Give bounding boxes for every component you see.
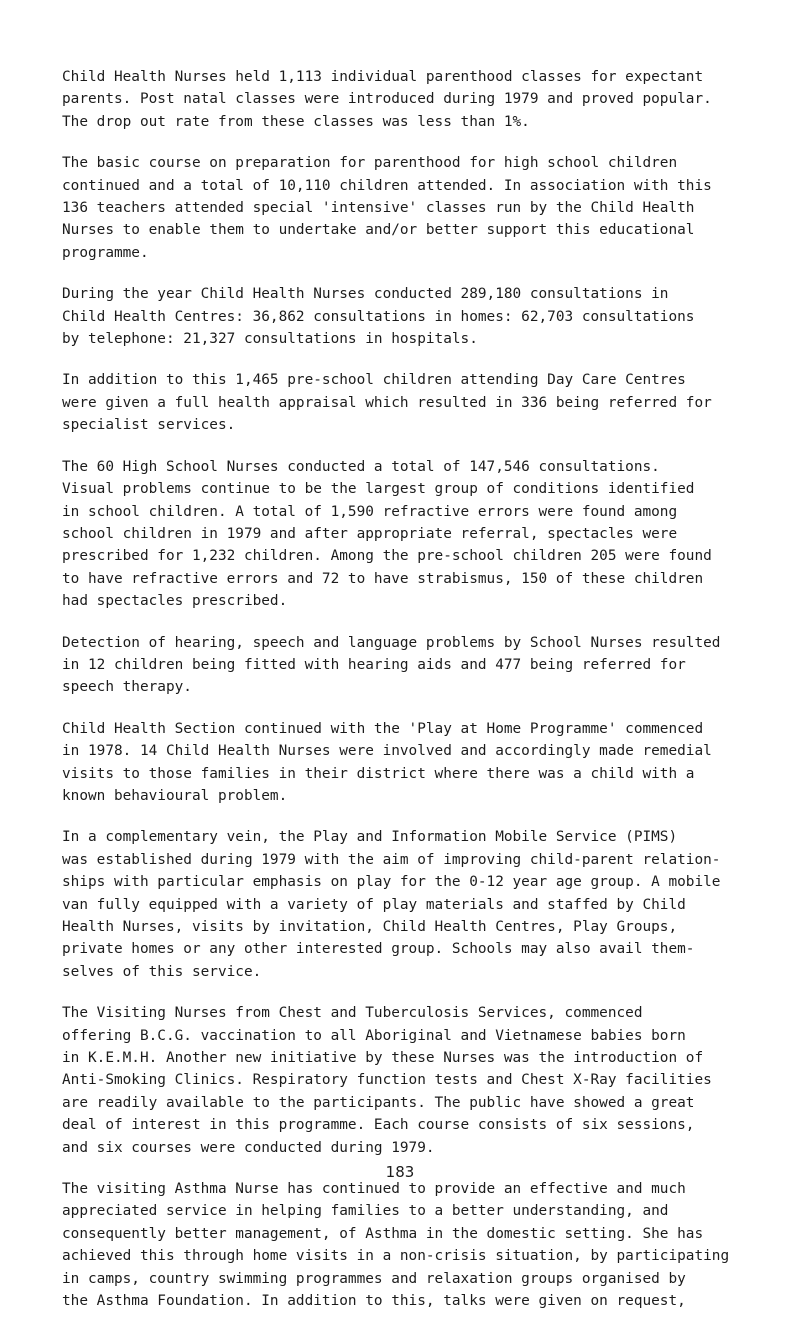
paragraph-high-school-nurses: The 60 High School Nurses conducted a total of 147,546 consultations. Visual problems continue to be the largest group of conditions identified in school children. A total of 1,590 refractive errors were found among school children in 1979 and after appropriate referral, spectacles were prescribed for 1,232 children. Among the pre-school children 205 were found to have refractive errors and 72 to have strabismus, 150 of these children had spectacles prescribed. bbox=[62, 458, 712, 610]
paragraph-hearing-speech: Detection of hearing, speech and language problems by School Nurses resulted in 12 children being fitted with hearing aids and 477 being referred for speech therapy. bbox=[62, 634, 721, 696]
paragraph-day-care-appraisal: In addition to this 1,465 pre-school children attending Day Care Centres were given a full health appraisal which resulted in 336 being referred for specialist services. bbox=[62, 372, 712, 434]
document-body bbox=[62, 66, 782, 1332]
paragraph-asthma-nurse: The visiting Asthma Nurse has continued to provide an effective and much appreciated service in helping families to a better understanding, and consequently better management, of Asthma in the domestic setting. She has achieved this through home visits in a non-crisis situation, by participating in camps, country swimming programmes and relaxation groups organised by the Asthma Foundation. In addition to this, talks were given on request, bbox=[62, 1181, 730, 1310]
paragraph-parenthood-classes: Child Health Nurses held 1,113 individual parenthood classes for expectant parents. Post natal classes were introduced during 1979 and proved popular. The drop out rate from these classes was less than 1%. bbox=[62, 69, 712, 130]
paragraph-visiting-nurses-chest: The Visiting Nurses from Chest and Tuberculosis Services, commenced offering B.C.G. vaccination to all Aboriginal and Vietnamese babies born in K.E.M.H. Another new initiative by these Nurses was the introduction of Anti-Smoking Clinics. Respiratory function tests and Chest X-Ray facilities are readily available to the participants. The public have showed a great deal of interest in this programme. Each course consists of six sessions, and six courses were conducted during 1979. bbox=[62, 1005, 712, 1156]
paragraph-high-school-course: The basic course on preparation for parenthood for high school children continued and a total of 10,110 children attended. In association with this 136 teachers attended special 'intensive' classes run by the Child Health Nurses to enable them to undertake and/or better support this educational programme. bbox=[62, 155, 712, 261]
paragraph-play-at-home: Child Health Section continued with the 'Play at Home Programme' commenced in 1978. 14 Child Health Nurses were involved and accordingly made remedial visits to those families in their district where there was a child with a known behavioural problem. bbox=[62, 720, 712, 804]
paragraph-consultations: During the year Child Health Nurses conducted 289,180 consultations in Child Health Centres: 36,862 consultations in homes: 62,703 consultations by telephone: 21,327 consultations in hospitals. bbox=[62, 286, 695, 348]
page-number: 183 bbox=[385, 1163, 415, 1181]
paragraph-pims: In a complementary vein, the Play and Information Mobile Service (PIMS) was established during 1979 with the aim of improving child-parent relation- ships with particular emphasis on play for the 0-12 year age group. A mobile van fully equipped with a variety of play materials and staffed by Child Health Nurses, visits by invitation, Child Health Centres, Play Groups, private homes or any other interested group. Schools may also avail them- selves of this service. bbox=[62, 829, 721, 980]
